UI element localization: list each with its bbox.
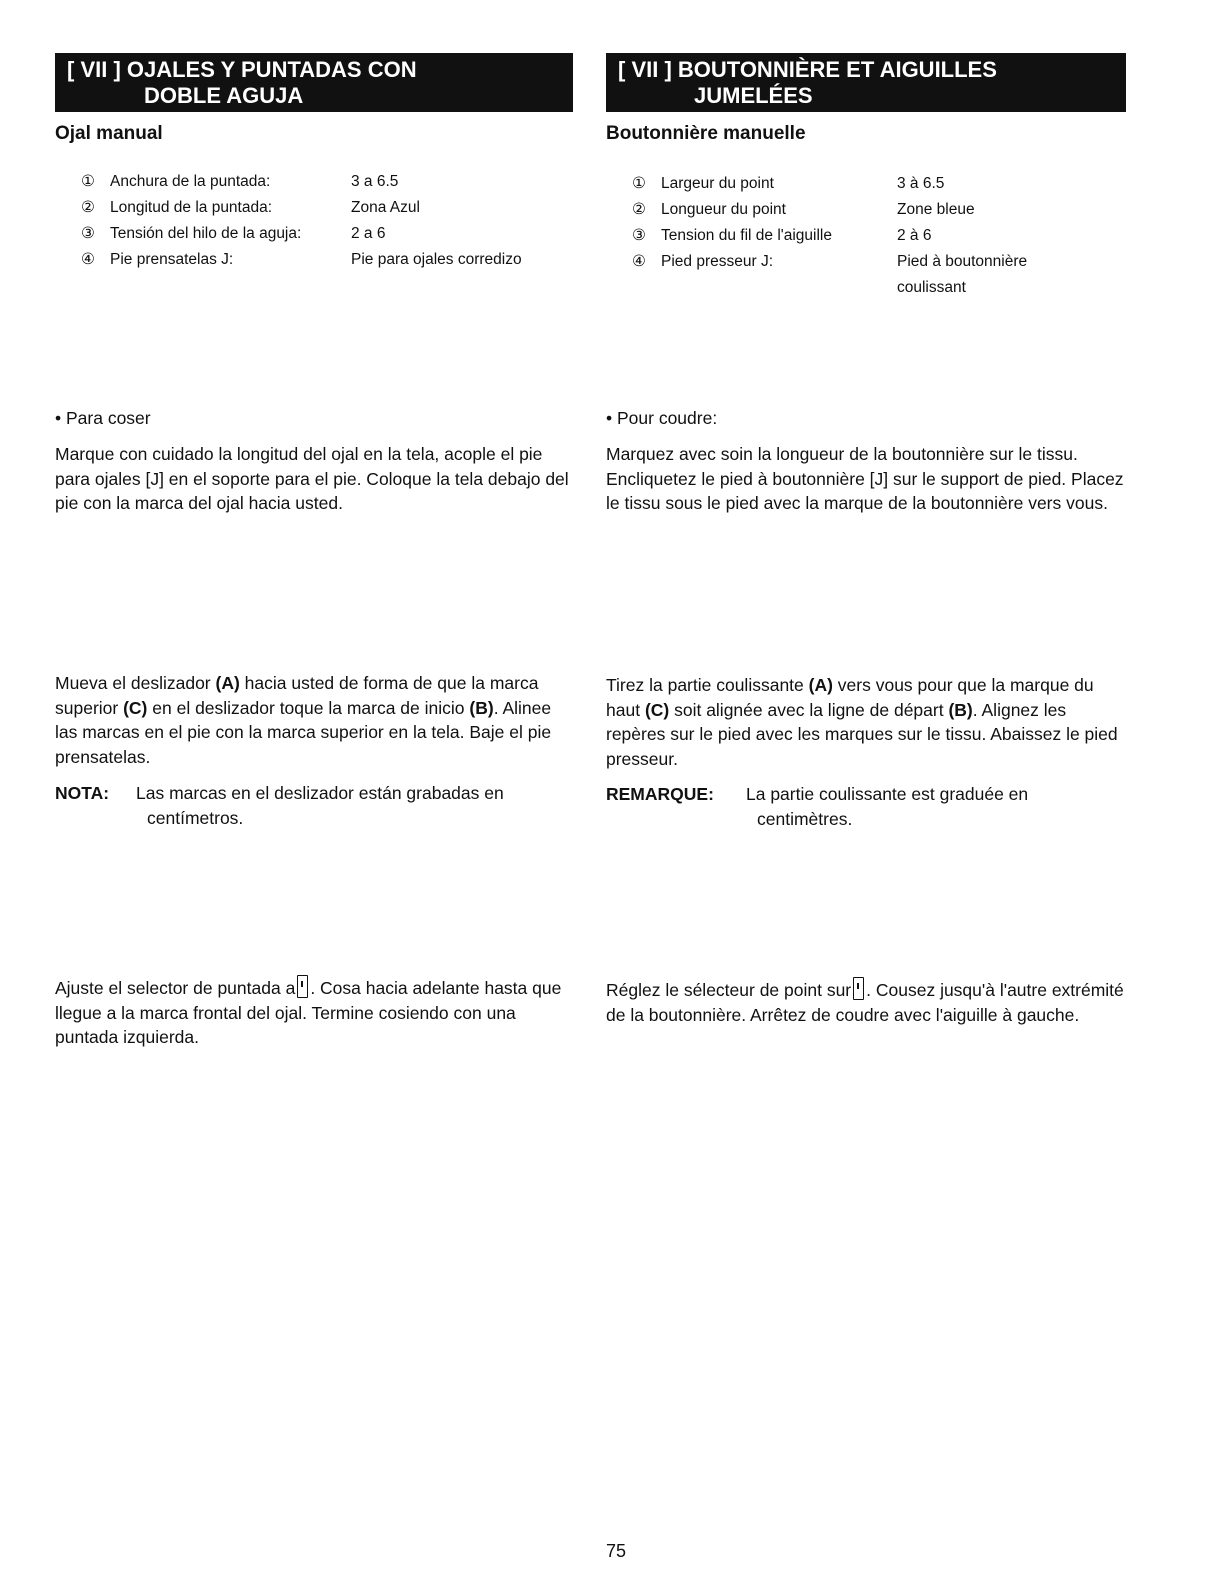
note-text bbox=[746, 782, 1126, 831]
section-banner bbox=[606, 53, 1126, 112]
setting-label: Pie prensatelas J: bbox=[110, 251, 234, 268]
settings-row bbox=[81, 169, 551, 195]
circled-number: ① bbox=[81, 173, 95, 190]
setting-label: Longueur du point bbox=[661, 201, 786, 218]
setting-label: Anchura de la puntada: bbox=[110, 173, 271, 190]
subheading: Boutonnière manuelle bbox=[606, 123, 806, 144]
section-banner bbox=[55, 53, 573, 112]
text-run: en el deslizador toque la marca de inicio bbox=[147, 697, 470, 718]
settings-row bbox=[632, 171, 1067, 197]
note-line-1: Las marcas en el deslizador están grabadas en bbox=[136, 783, 504, 803]
paragraph-stitch-selector bbox=[55, 975, 573, 1050]
label-a: (A) bbox=[215, 673, 240, 693]
circled-number: ② bbox=[81, 199, 95, 216]
circled-number: ③ bbox=[632, 227, 646, 244]
text-run: hacia usted de forma de que la marca superior bbox=[55, 673, 539, 718]
setting-value: Zone bleue bbox=[897, 201, 975, 218]
text-run: . Alinee las marcas en el pie con la marca superior en la tela. Baje el pie prensatelas. bbox=[55, 697, 552, 767]
text-run: Mueva el deslizador bbox=[55, 673, 216, 693]
setting-value: Pied à boutonnière coulissant bbox=[897, 253, 1028, 296]
settings-row bbox=[632, 223, 1067, 249]
setting-value: Pie para ojales corredizo bbox=[351, 251, 522, 268]
settings-row bbox=[81, 221, 551, 247]
banner-line-1: [ VII ] OJALES Y PUNTADAS CON bbox=[67, 57, 417, 82]
paragraph-slider bbox=[55, 671, 573, 769]
setting-label: Longitud de la puntada: bbox=[110, 199, 273, 216]
setting-value: 3 a 6.5 bbox=[351, 173, 399, 190]
page-number: 75 bbox=[605, 1541, 627, 1561]
banner-line-2: JUMELÉES bbox=[694, 83, 813, 108]
label-b: (B) bbox=[469, 697, 494, 718]
banner-line-2: DOBLE AGUJA bbox=[144, 83, 304, 108]
text-run: . Alignez les repères sur le pied avec les marques sur le tissu. Abaissez le pied presseur. bbox=[606, 699, 1118, 769]
setting-value: 3 à 6.5 bbox=[897, 175, 945, 192]
setting-label: Tensión del hilo de la aguja: bbox=[110, 225, 302, 242]
settings-list bbox=[81, 169, 551, 273]
note bbox=[606, 782, 1126, 831]
note-label: NOTA: bbox=[55, 783, 110, 803]
circled-number: ① bbox=[632, 175, 646, 192]
text-run: Tirez la partie coulissante bbox=[606, 675, 809, 695]
bullet-heading: • Para coser bbox=[55, 408, 151, 428]
text-run: . Cosa hacia adelante hasta que llegue a la marca frontal del ojal. Termine cosiendo con una puntada izquierda. bbox=[55, 978, 562, 1047]
text-run: soit alignée avec la ligne de départ bbox=[669, 699, 949, 720]
setting-value: 2 a 6 bbox=[351, 225, 386, 242]
setting-value: Zona Azul bbox=[351, 199, 420, 216]
banner-line-1: [ VII ] BOUTONNIÈRE ET AIGUILLES bbox=[618, 57, 997, 82]
bullet-heading: • Pour coudre: bbox=[606, 408, 718, 428]
paragraph-stitch-selector bbox=[606, 977, 1126, 1027]
text-run: Ajuste el selector de puntada a bbox=[55, 978, 296, 998]
note-line-2: centimètres. bbox=[757, 808, 853, 829]
circled-number: ③ bbox=[81, 225, 95, 242]
settings-row bbox=[81, 195, 551, 221]
circled-number: ④ bbox=[81, 251, 95, 268]
label-b: (B) bbox=[948, 699, 973, 720]
settings-row bbox=[632, 249, 1067, 301]
setting-label: Largeur du point bbox=[661, 175, 774, 192]
note-line-1: La partie coulissante est graduée en bbox=[746, 784, 1029, 804]
paragraph-preparation: Marque con cuidado la longitud del ojal en la tela, acople el pie para ojales [J] en el soporte para el pie. Coloque la tela debajo del pie con la marca del ojal hacia usted. bbox=[55, 444, 569, 513]
settings-row bbox=[81, 247, 551, 273]
circled-number: ④ bbox=[632, 253, 646, 270]
subheading: Ojal manual bbox=[55, 123, 163, 144]
circled-number: ② bbox=[632, 201, 646, 218]
text-run: . Cousez jusqu'à l'autre extrémité de la boutonnière. Arrêtez de coudre avec l'aiguille à gauche. bbox=[606, 980, 1124, 1025]
settings-list bbox=[632, 171, 1067, 301]
buttonhole-stitch-icon bbox=[297, 975, 308, 998]
paragraph-preparation: Marquez avec soin la longueur de la boutonnière sur le tissu. Encliquetez le pied à boutonnière [J] sur le support de pied. Placez le tissu sous le pied avec la marque de la boutonnière vers vous. bbox=[606, 444, 1124, 513]
text-run: Réglez le sélecteur de point sur bbox=[606, 980, 852, 1000]
paragraph-slider bbox=[606, 673, 1126, 771]
label-c: (C) bbox=[123, 697, 148, 718]
setting-value: 2 à 6 bbox=[897, 227, 932, 244]
label-c: (C) bbox=[644, 699, 670, 720]
setting-label: Pied presseur J: bbox=[661, 253, 773, 270]
note-label: REMARQUE: bbox=[606, 784, 714, 804]
label-a: (A) bbox=[808, 675, 833, 695]
note-text bbox=[136, 781, 573, 830]
settings-row bbox=[632, 197, 1067, 223]
setting-label: Tension du fil de l'aiguille bbox=[661, 227, 832, 244]
note bbox=[55, 781, 573, 830]
text-run: vers vous pour que la marque du haut bbox=[606, 675, 1094, 720]
note-line-2: centímetros. bbox=[147, 807, 244, 828]
buttonhole-stitch-icon bbox=[853, 977, 864, 1000]
